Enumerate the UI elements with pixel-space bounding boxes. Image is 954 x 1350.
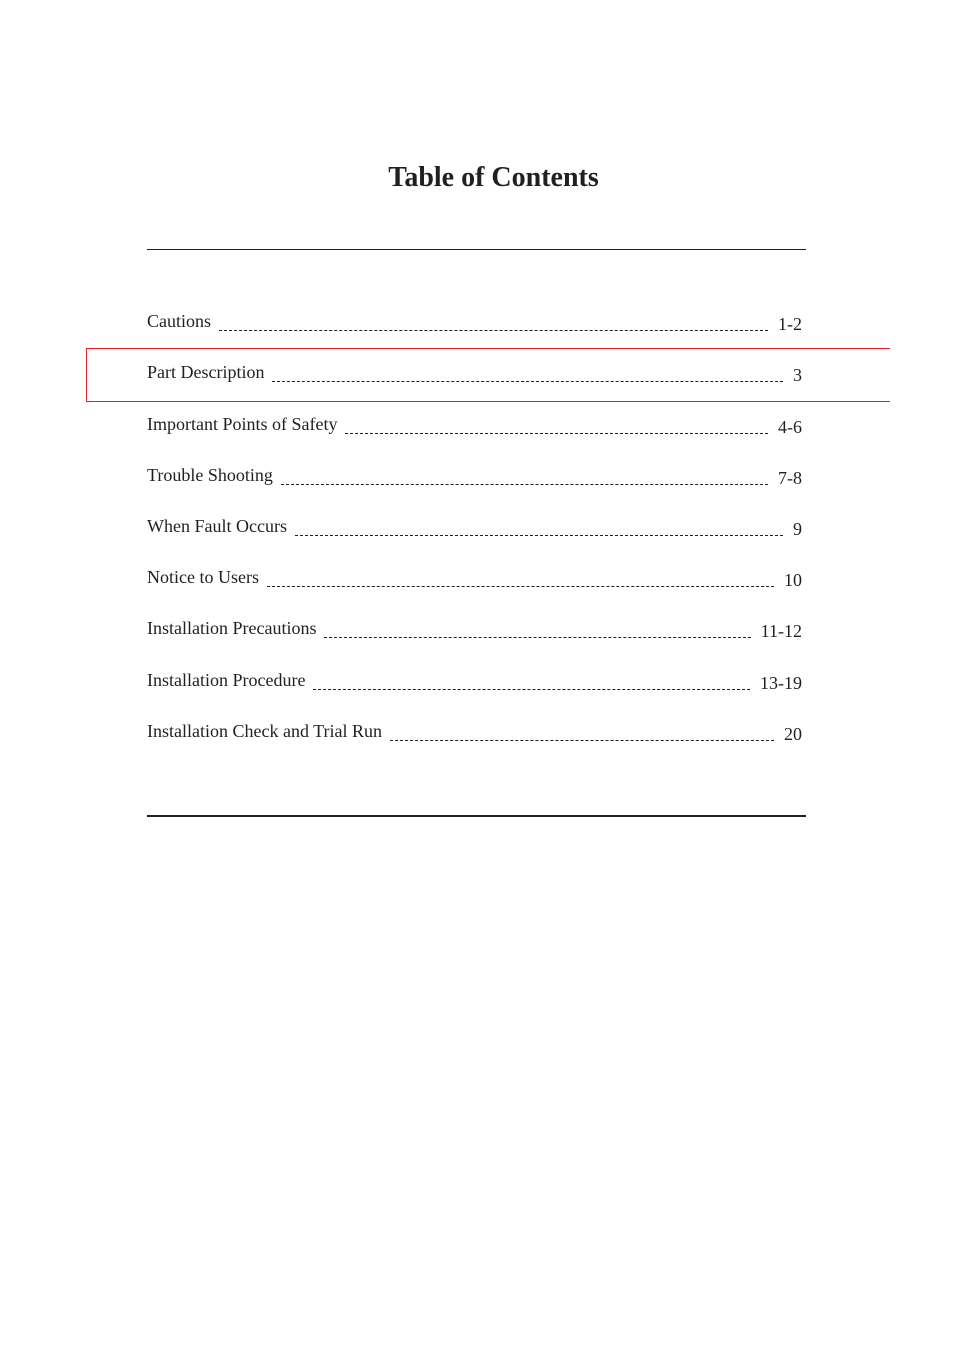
toc-entry-page: 10	[784, 570, 802, 591]
toc-entry-page: 7-8	[778, 467, 802, 488]
page-title: Table of Contents	[388, 162, 599, 193]
dotted-leader	[313, 689, 750, 690]
dotted-leader	[390, 740, 774, 741]
toc-entry-label: Notice to Users	[147, 567, 259, 588]
toc-entry-cautions[interactable]	[147, 305, 802, 356]
dotted-leader	[281, 484, 768, 485]
toc-entry-label: Important Points of Safety	[147, 413, 338, 434]
top-divider	[147, 249, 806, 250]
toc-entry-page: 13-19	[760, 672, 802, 693]
dotted-leader	[324, 637, 750, 638]
toc-entry-label: Cautions	[147, 311, 212, 332]
toc-entry-page: 4-6	[778, 416, 802, 437]
toc-entry-page: 20	[784, 723, 802, 744]
toc-entry-installation-precautions[interactable]	[147, 612, 802, 663]
toc-entry-page: 9	[793, 518, 802, 539]
toc-entry-part-description[interactable]	[147, 356, 802, 407]
toc-entry-page: 1-2	[778, 314, 802, 335]
bottom-divider	[147, 815, 806, 817]
toc-entry-label: Trouble Shooting	[147, 464, 273, 485]
toc-entry-when-fault-occurs[interactable]	[147, 510, 802, 561]
toc-entry-label: Installation Procedure	[147, 669, 306, 690]
toc-entry-label: Installation Check and Trial Run	[147, 720, 382, 741]
toc-entry-page: 3	[793, 365, 802, 386]
toc-entry-notice-to-users[interactable]	[147, 561, 802, 612]
toc-list	[147, 305, 802, 766]
toc-entry-page: 11-12	[760, 621, 802, 642]
toc-entry-important-points-of-safety[interactable]	[147, 407, 802, 458]
dotted-leader	[345, 433, 768, 434]
toc-entry-label: Part Description	[147, 362, 265, 383]
dotted-leader	[219, 330, 768, 331]
dotted-leader	[267, 586, 774, 587]
toc-entry-label: Installation Precautions	[147, 618, 317, 639]
toc-entry-installation-procedure[interactable]	[147, 663, 802, 714]
toc-entry-installation-check-and-trial-run[interactable]	[147, 715, 802, 766]
dotted-leader	[272, 381, 783, 382]
toc-entry-label: When Fault Occurs	[147, 515, 287, 536]
toc-entry-trouble-shooting[interactable]	[147, 459, 802, 510]
dotted-leader	[295, 535, 783, 536]
